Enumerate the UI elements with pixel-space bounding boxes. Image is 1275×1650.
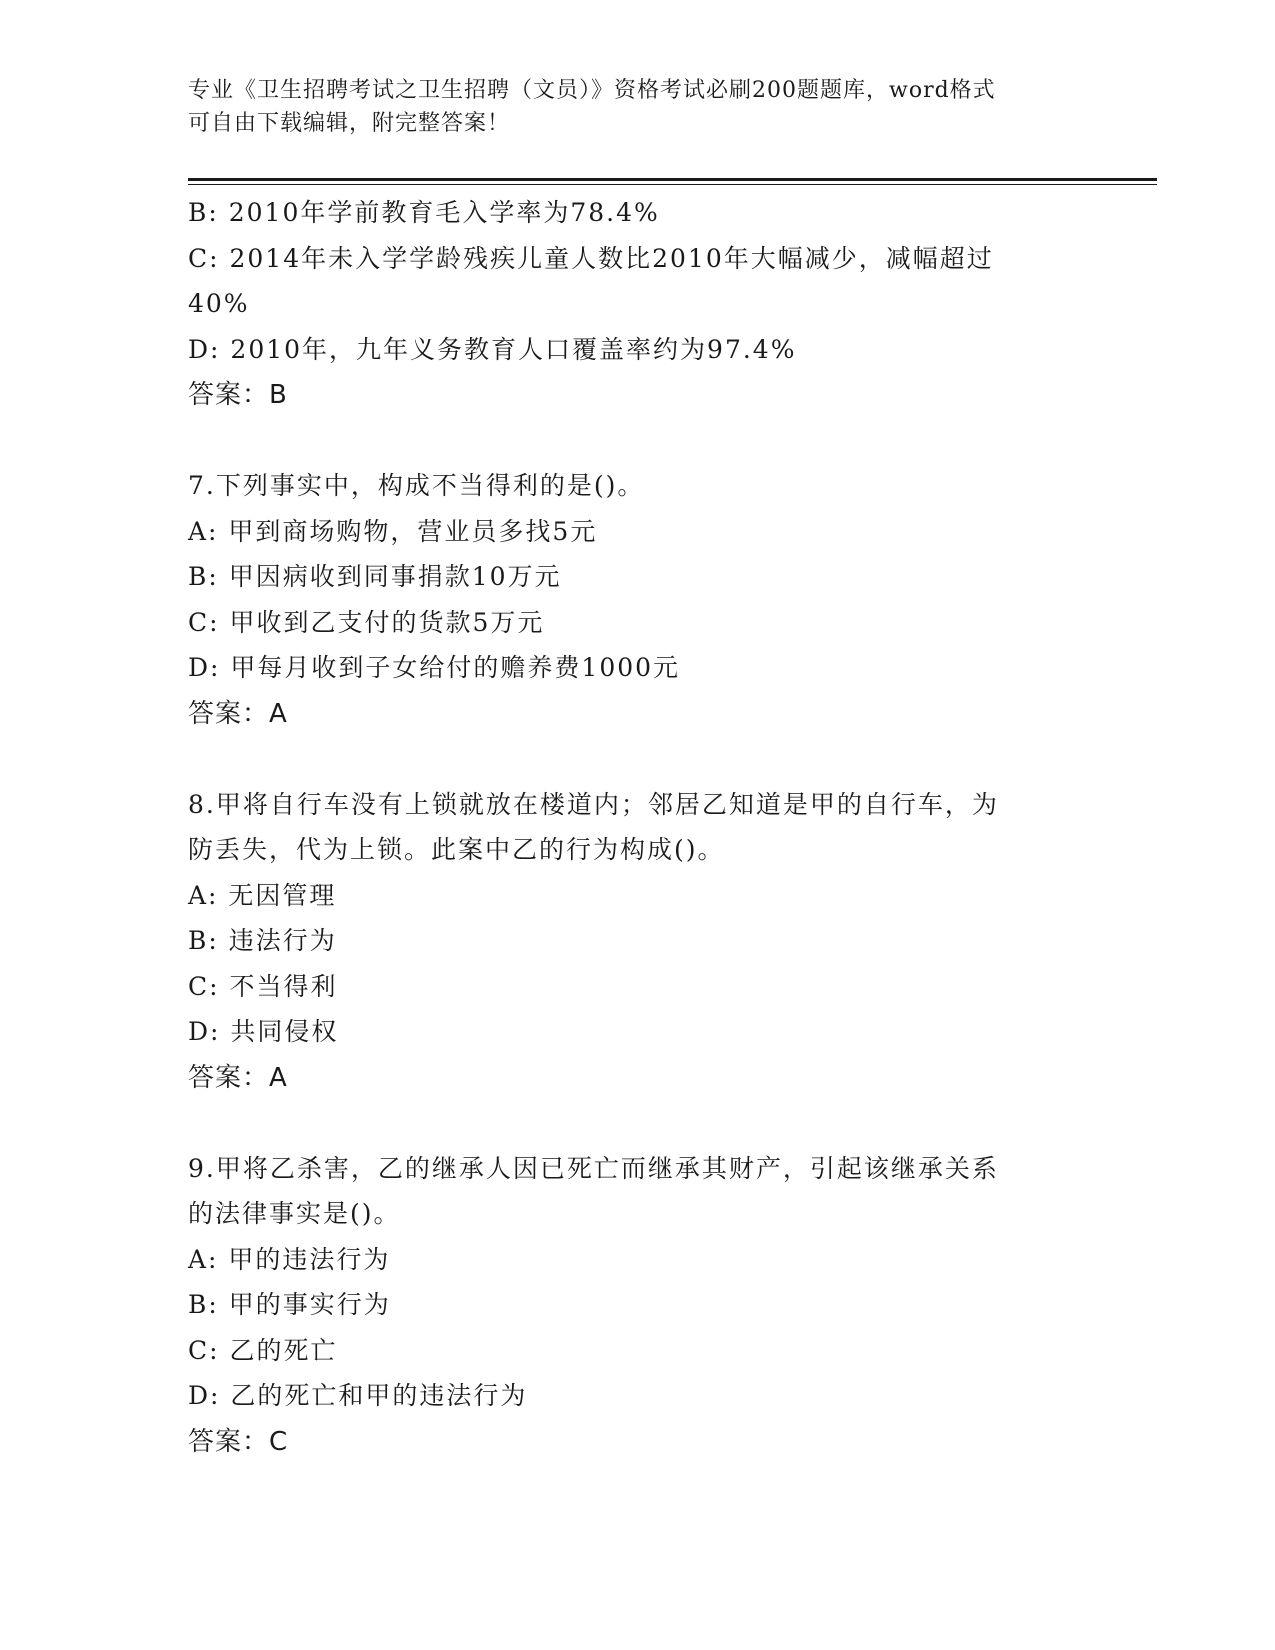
question-stem-continued: 防丢失，代为上锁。此案中乙的行为构成()。 (188, 835, 725, 864)
option-b: B: 违法行为 (188, 926, 337, 955)
option-a: A: 无因管理 (188, 880, 337, 910)
option-d: D: 甲每月收到子女给付的赡养费1000元 (188, 653, 681, 682)
option-b: B: 2010年学前教育毛入学率为78.4% (188, 198, 660, 227)
question-6-tail (188, 190, 1088, 418)
question-stem-continued: 的法律事实是()。 (188, 1199, 401, 1228)
spacer (188, 1101, 1088, 1146)
option-c: C: 甲收到乙支付的货款5万元 (188, 607, 545, 637)
option-c: C: 乙的死亡 (188, 1335, 338, 1365)
question-7 (188, 463, 1088, 737)
question-stem: 9.甲将乙杀害，乙的继承人因已死亡而继承其财产，引起该继承关系 (188, 1153, 999, 1183)
option-c: C: 2014年未入学学龄残疾儿童人数比2010年大幅减少，减幅超过 (188, 243, 994, 273)
header-rule-thick (188, 178, 1157, 181)
question-list (188, 190, 1088, 1465)
answer: 答案：A (188, 698, 288, 729)
option-b: B: 甲因病收到同事捐款10万元 (188, 562, 562, 591)
spacer (188, 737, 1088, 782)
header-rule-thin (188, 184, 1157, 185)
option-d: D: 乙的死亡和甲的违法行为 (188, 1381, 528, 1410)
question-stem: 7.下列事实中，构成不当得利的是()。 (188, 471, 645, 500)
answer: 答案：A (188, 1062, 288, 1093)
answer: 答案：C (188, 1426, 289, 1457)
option-b: B: 甲的事实行为 (188, 1290, 391, 1319)
document-header (188, 74, 1088, 140)
option-a: A: 甲的违法行为 (188, 1244, 391, 1274)
spacer (188, 418, 1088, 463)
answer: 答案：B (188, 380, 288, 410)
header-line-1: 专业《卫生招聘考试之卫生招聘（文员）》资格考试必刷200题题库，word格式 (188, 78, 996, 103)
question-9 (188, 1146, 1088, 1465)
option-c: C: 不当得利 (188, 971, 338, 1001)
header-line-2: 可自由下载编辑，附完整答案！ (188, 111, 511, 136)
question-8 (188, 782, 1088, 1101)
option-d: D: 共同侵权 (188, 1017, 339, 1046)
option-d: D: 2010年，九年义务教育人口覆盖率约为97.4% (188, 334, 797, 364)
option-a: A: 甲到商场购物，营业员多找5元 (188, 516, 598, 546)
question-stem: 8.甲将自行车没有上锁就放在楼道内；邻居乙知道是甲的自行车，为 (188, 789, 999, 819)
option-c-continued: 40% (188, 289, 250, 318)
